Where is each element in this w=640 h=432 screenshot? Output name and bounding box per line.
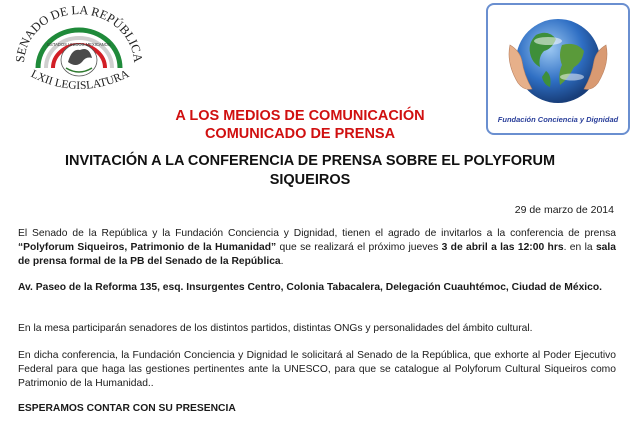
press-release-heading: COMUNICADO DE PRENSA [204, 126, 396, 142]
invitation-title-line-1: INVITACIÓN A LA CONFERENCIA DE PRENSA SOBRE EL POLYFORUM [64, 153, 556, 169]
address-paragraph: Av. Paseo de la Reforma 135, esq. Insurgentes Centro, Colonia Tabacalera, Delegación Cuauhtémoc, Ciudad de México. [18, 282, 603, 293]
foundation-name: Fundación Conciencia y Dignidad [497, 115, 619, 124]
invitation-title-line-2: SIQUEIROS [269, 172, 351, 188]
release-date: 29 de marzo de 2014 [514, 204, 614, 216]
p1-text-a: El Senado de la República y la Fundación Conciencia y Dignidad, tienen el agrado de invitarlos a la conferencia de prensa [18, 228, 616, 239]
senate-logo [6, 2, 152, 102]
p1-text-c: que se realizará el próximo jueves [276, 242, 442, 253]
foundation-logo [486, 3, 630, 135]
conference-venue: sala de prensa formal de la PB del Senado de la República [18, 242, 616, 267]
senate-inner-text: ESTADOS UNIDOS MEXICANOS [47, 42, 111, 47]
conference-name: “Polyforum Siqueiros, Patrimonio de la Humanidad” [18, 242, 277, 253]
conference-datetime: 3 de abril a las 12:00 hrs [441, 242, 564, 253]
senate-seal-emblem [6, 2, 152, 102]
senate-legislature-text: LXII LEGISLATURA [28, 68, 132, 93]
globe-hands-icon [488, 5, 628, 113]
invitation-paragraph [18, 227, 616, 269]
p1-text-g: . [280, 256, 284, 267]
invitation-title [40, 152, 580, 190]
media-heading: A LOS MEDIOS DE COMUNICACIÓN [175, 108, 425, 124]
request-paragraph: En dicha conferencia, la Fundación Conciencia y Dignidad le solicitará al Senado de la República, que exhorte al Poder Ejecutivo Federal para que haga las gestiones pertinentes ante la UNESCO, para que se catalogue al Polyforum Cultural Siqueiros como Patrimonio de la Humanidad.. [18, 350, 616, 389]
senate-arc-title: SENADO DE LA REPÚBLICA [12, 2, 146, 64]
closing-line: ESPERAMOS CONTAR CON SU PRESENCIA [18, 403, 236, 414]
p1-text-e: . en la [563, 242, 596, 253]
participants-paragraph: En la mesa participarán senadores de los distintos partidos, distintas ONGs y personalidades del ámbito cultural. [18, 323, 533, 334]
